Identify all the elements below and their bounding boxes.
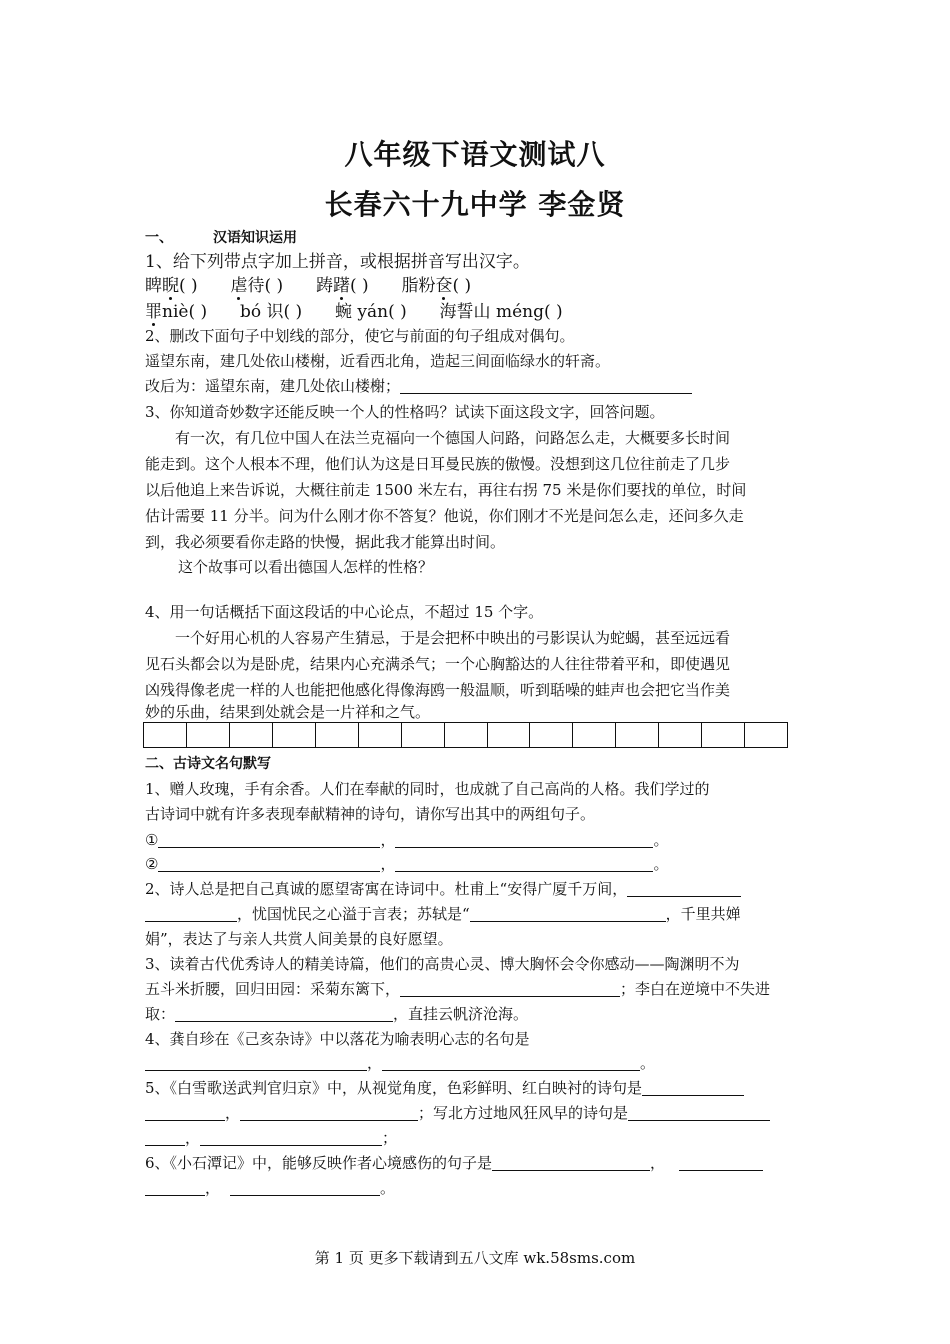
answer-blank[interactable] [627, 880, 741, 897]
q2-sentence: 遥望东南，建几处依山楼榭，近看西北角，造起三间面临绿水的轩斋。 [145, 352, 611, 370]
s2-q5-line-2: ， ；写北方过地风狂风早的诗句是 [145, 1103, 770, 1123]
s2-q4-line-1: 4、龚自珍在《己亥杂诗》中以落花为喻表明心志的名句是 [145, 1030, 530, 1048]
q4-passage-line: 一个好用心机的人容易产生猜忌，于是会把杯中映出的弓影误认为蛇蝎，甚至远远看 [175, 629, 731, 647]
section1-title: 汉语知识运用 [213, 230, 297, 246]
s2-q2-line-1: 2、诗人总是把自己真诚的愿望寄寓在诗词中。杜甫上“安得广厦千万间， [145, 879, 741, 899]
q3-question: 这个故事可以看出德国人怎样的性格？ [178, 558, 434, 576]
answer-blank[interactable] [470, 905, 666, 922]
grid-cell[interactable] [445, 723, 488, 747]
answer-blank[interactable] [679, 1154, 763, 1171]
answer-blank[interactable] [158, 831, 380, 848]
answer-blank[interactable] [230, 1179, 380, 1196]
q4-prompt: 4、用一句话概括下面这段话的中心论点，不超过 15 个字。 [145, 603, 544, 621]
page-footer: 第 1 页 更多下载请到五八文库 wk.58sms.com [314, 1249, 636, 1267]
grid-cell[interactable] [659, 723, 702, 747]
s2-q2-line-3: 娟”，表达了与亲人共赏人间美景的良好愿望。 [145, 930, 453, 948]
grid-cell[interactable] [359, 723, 402, 747]
section1-heading [145, 228, 297, 248]
q3-passage-line: 能走到。这个人根本不理，他们认为这是日耳曼民族的傲慢。没想到这几位往前走了几步 [145, 455, 731, 473]
q1-prompt: 1、给下列带点字加上拼音，或根据拼音写出汉字。 [145, 252, 530, 272]
q3-passage-line: 到，我必须要看你走路的快慢，据此我才能算出时间。 [145, 533, 506, 551]
grid-cell[interactable] [488, 723, 531, 747]
s2-q1-answer-2: ② ， 。 [145, 855, 669, 873]
grid-cell[interactable] [316, 723, 359, 747]
q3-passage-line: 估计需要 11 分半。问为什么刚才你不答复？他说，你们刚才不光是问怎么走，还问多久走 [145, 507, 744, 525]
grid-cell[interactable] [230, 723, 273, 747]
answer-blank[interactable] [400, 980, 620, 997]
answer-blank[interactable] [158, 855, 380, 872]
pinyin-row-2: 罪niè( ) bó 识( ) 蜿 yán( ) 海誓山 méng( ) [145, 302, 563, 322]
q4-passage-line: 妙的乐曲，结果到处就会是一片祥和之气。 [145, 703, 431, 721]
q3-prompt: 3、你知道奇妙数字还能反映一个人的性格吗？试读下面这段文字，回答问题。 [145, 403, 665, 421]
q2-answer-blank[interactable] [400, 377, 692, 394]
answer-blank[interactable] [492, 1154, 650, 1171]
q3-passage-line: 有一次，有几位中国人在法兰克福向一个德国人问路，问路怎么走，大概要多长时间 [175, 429, 731, 447]
answer-blank[interactable] [145, 1054, 367, 1071]
answer-blank[interactable] [145, 1129, 185, 1146]
answer-blank[interactable] [175, 1005, 393, 1022]
q2-prompt: 2、删改下面句子中划线的部分，使它与前面的句子组成对偶句。 [145, 327, 575, 345]
s2-q1-line: 1、赠人玫瑰，手有余香。人们在奉献的同时，也成就了自己高尚的人格。我们学过的 [145, 780, 710, 798]
grid-cell[interactable] [144, 723, 187, 747]
pinyin-row-1: 睥睨( ) 虐待( ) 踌躇( ) 脂粉奁( ) [145, 276, 472, 296]
q3-passage-line: 以后他追上来告诉说，大概往前走 1500 米左右，再往右拐 75 米是你们要找的单位，时间 [145, 481, 747, 499]
grid-cell[interactable] [616, 723, 659, 747]
q4-passage-line: 见石头都会以为是卧虎，结果内心充满杀气；一个心胸豁达的人往往带着平和，即使遇见 [145, 655, 731, 673]
answer-blank[interactable] [200, 1129, 382, 1146]
s2-q4-answer: ， 。 [145, 1053, 655, 1073]
s2-q3-line-1: 3、读着古代优秀诗人的精美诗篇，他们的高贵心灵、博大胸怀会令你感动——陶渊明不为 [145, 955, 740, 973]
s2-q1-answer-1: ① ， 。 [145, 831, 669, 849]
answer-blank[interactable] [628, 1104, 770, 1121]
grid-cell[interactable] [573, 723, 616, 747]
answer-blank[interactable] [145, 1104, 225, 1121]
answer-blank[interactable] [145, 905, 237, 922]
answer-blank[interactable] [382, 1054, 640, 1071]
s2-q6-line-1: 6、《小石潭记》中，能够反映作者心境感伤的句子是 ， [145, 1153, 763, 1173]
grid-cell[interactable] [187, 723, 230, 747]
answer-blank[interactable] [240, 1104, 418, 1121]
answer-blank[interactable] [395, 855, 653, 872]
page-subtitle: 长春六十九中学 李金贤 [324, 188, 626, 221]
answer-blank[interactable] [395, 831, 653, 848]
grid-cell[interactable] [745, 723, 787, 747]
grid-cell[interactable] [702, 723, 745, 747]
answer-blank[interactable] [642, 1079, 744, 1096]
section1-number: 一、 [145, 230, 173, 246]
s2-q2-line-2: ，忧国忧民之心溢于言表；苏轼是“ ，千里共婵 [145, 904, 741, 924]
q4-passage-line: 凶残得像老虎一样的人也能把他感化得像海鸥一般温顺，听到聒噪的蛙声也会把它当作美 [145, 681, 731, 699]
s2-q3-line-3: 取： ，直挂云帆济沧海。 [145, 1005, 529, 1023]
section2-heading: 二、古诗文名句默写 [145, 756, 271, 772]
grid-cell[interactable] [273, 723, 316, 747]
answer-grid[interactable] [143, 722, 788, 748]
s2-q1-line: 古诗词中就有许多表现奉献精神的诗句，请你写出其中的两组句子。 [145, 805, 596, 823]
s2-q5-line-1: 5、《白雪歌送武判官归京》中，从视觉角度，色彩鲜明、红白映衬的诗句是 [145, 1078, 744, 1098]
s2-q5-line-3: ， ； [145, 1128, 397, 1148]
grid-cell[interactable] [530, 723, 573, 747]
s2-q6-line-2: ， 。 [145, 1178, 395, 1198]
s2-q3-line-2: 五斗米折腰，回归田园：采菊东篱下， ；李白在逆境中不失进 [145, 980, 771, 998]
q2-rewrite: 改后为：遥望东南，建几处依山楼榭； [145, 376, 692, 396]
grid-cell[interactable] [402, 723, 445, 747]
page-title: 八年级下语文测试八 [344, 138, 606, 171]
answer-blank[interactable] [145, 1179, 205, 1196]
